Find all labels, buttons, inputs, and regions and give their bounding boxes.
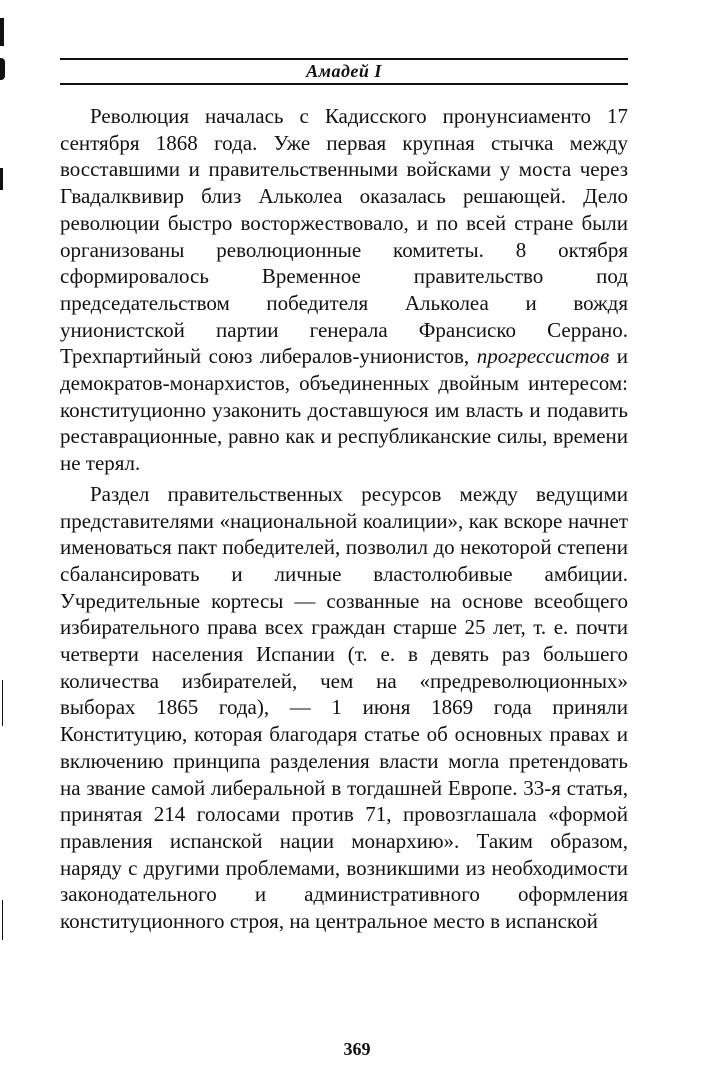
paragraph-text: Раздел правительственных ресурсов между ведущими представителями «национальной коалиции», как вскоре начнет именоваться пакт победителей, позволил до некоторой степени сбалансировать и личные властолюбивые амбиции. Учредительные кортесы — созванные на основе всеобщего избирательного права всех граждан старше 25 лет, т. е. почти четверти населения Испании (т. е. в девять раз большего количества избирателей, чем на «предреволюционных» выборах 1865 года), — 1 июня 1869 года приняли Конституцию, которая благодаря статье об основных правах и включению принципа разделения власти могла претендовать на звание самой либеральной в тогдашней Европе. 33-я статья, принятая 214 голосами против 71, провозглашала «формой правления испанской нации монархию». Таким образом, наряду с другими проблемами, возникшими из необходимости законодательного и административного оформления конституционного строя, на центральное место в испанской — [60, 481, 628, 934]
scan-artifact-mark — [0, 18, 4, 46]
page-number: 369 — [343, 1039, 371, 1059]
scan-artifact-mark — [2, 680, 3, 726]
header-rule-bottom — [60, 83, 628, 85]
paragraph-text: и демократов-монархистов, объединенных двойным интересом: конституционно узаконить доставшуюся им власть и подавить реставрационные, равно как и республиканские силы, времени не терял. — [60, 344, 628, 476]
running-title: Амадей I — [306, 61, 382, 81]
paragraph — [60, 481, 628, 935]
scan-artifact-mark — [0, 168, 3, 190]
page-body — [60, 103, 628, 935]
paragraph-emphasis: прогрессистов — [476, 344, 610, 369]
paragraph-text: Революция началась с Кадисского пронунсиаменто 17 сентября 1868 года. Уже первая крупная стычка между восставшими и правительственными войсками у моста через Гвадалквивир близ Альколеа оказалась решающей. Дело революции быстро восторжествовало, и по всей стране были организованы революционные комитеты. 8 октября сформировалось Временное правительство под председательством победителя Альколеа и вождя унионистской партии генерала Франсиско Серрано. Трехпартийный союз либералов-унионистов, — [60, 104, 628, 369]
scan-artifact-mark — [2, 900, 3, 940]
paragraph — [60, 103, 628, 477]
scan-artifact-mark — [0, 58, 5, 80]
